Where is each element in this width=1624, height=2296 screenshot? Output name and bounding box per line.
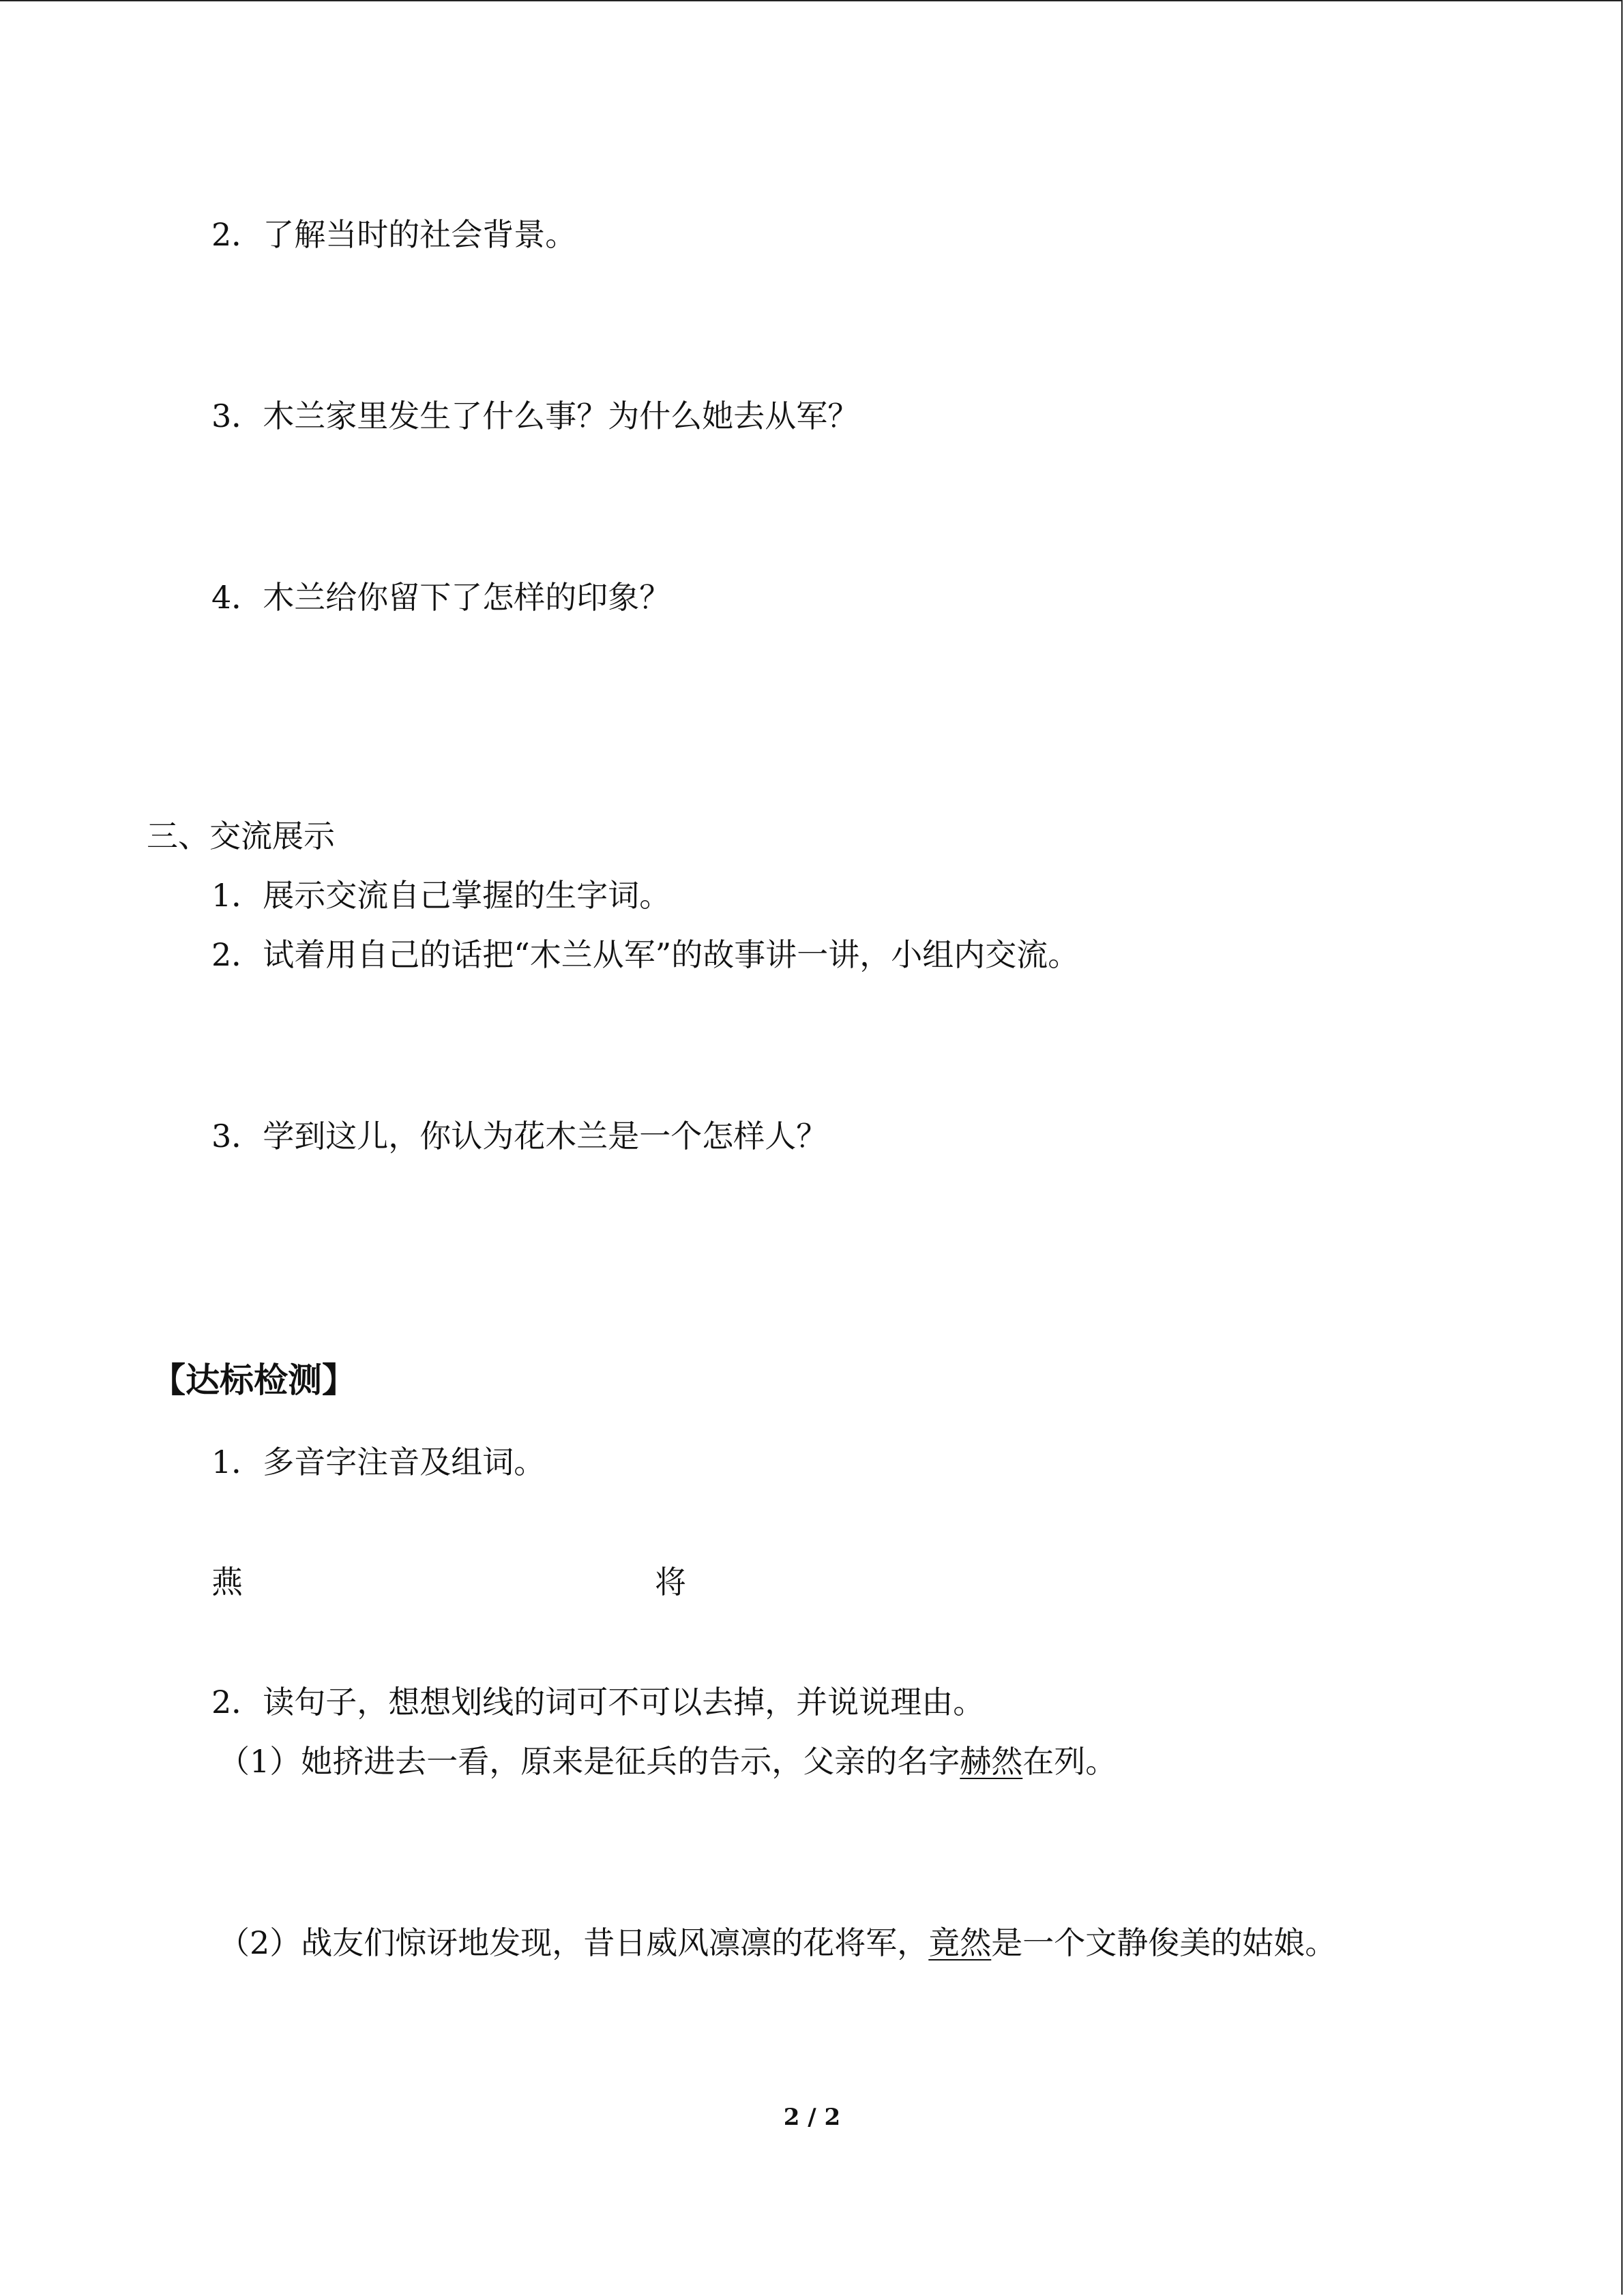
exchange-item-1: 1．展示交流自己掌握的生字词。 xyxy=(211,877,671,914)
exchange-item-2: 2．试着用自己的话把“木兰从军”的故事讲一讲，小组内交流。 xyxy=(211,936,1080,973)
check-question-2: 2．读句子，想想划线的词可不可以去掉，并说说理由。 xyxy=(211,1684,985,1720)
exchange-item-3: 3．学到这儿，你认为花木兰是一个怎样人？ xyxy=(211,1118,828,1154)
section-title-check: 【达标检测】 xyxy=(151,1360,356,1400)
sentence-1 xyxy=(218,1741,1117,1782)
sentence-1-after: 在列。 xyxy=(1022,1743,1117,1780)
sentence-1-before: （1）她挤进去一看，原来是征兵的告示，父亲的名字 xyxy=(218,1743,960,1780)
sentence-2 xyxy=(218,1922,1336,1963)
sentence-1-underlined-word: 赫然 xyxy=(960,1743,1023,1780)
section-title-exchange: 三、交流展示 xyxy=(147,818,335,854)
sentence-2-before: （2）战友们惊讶地发现，昔日威风凛凛的花将军， xyxy=(218,1924,929,1961)
question-3-family-event: 3．木兰家里发生了什么事？为什么她去从军？ xyxy=(211,398,859,434)
question-2-social-background: 2．了解当时的社会背景。 xyxy=(211,216,577,253)
polyphone-char-yan: 燕 xyxy=(211,1564,243,1600)
check-question-1: 1．多音字注音及组词。 xyxy=(211,1444,546,1480)
sentence-2-underlined-word: 竟然 xyxy=(928,1924,992,1961)
page-number: 2 / 2 xyxy=(783,2104,841,2131)
sentence-2-after: 是一个文静俊美的姑娘。 xyxy=(991,1924,1337,1961)
question-4-impression: 4．木兰给你留下了怎样的印象？ xyxy=(211,579,671,616)
polyphone-char-jiang: 将 xyxy=(655,1564,686,1600)
